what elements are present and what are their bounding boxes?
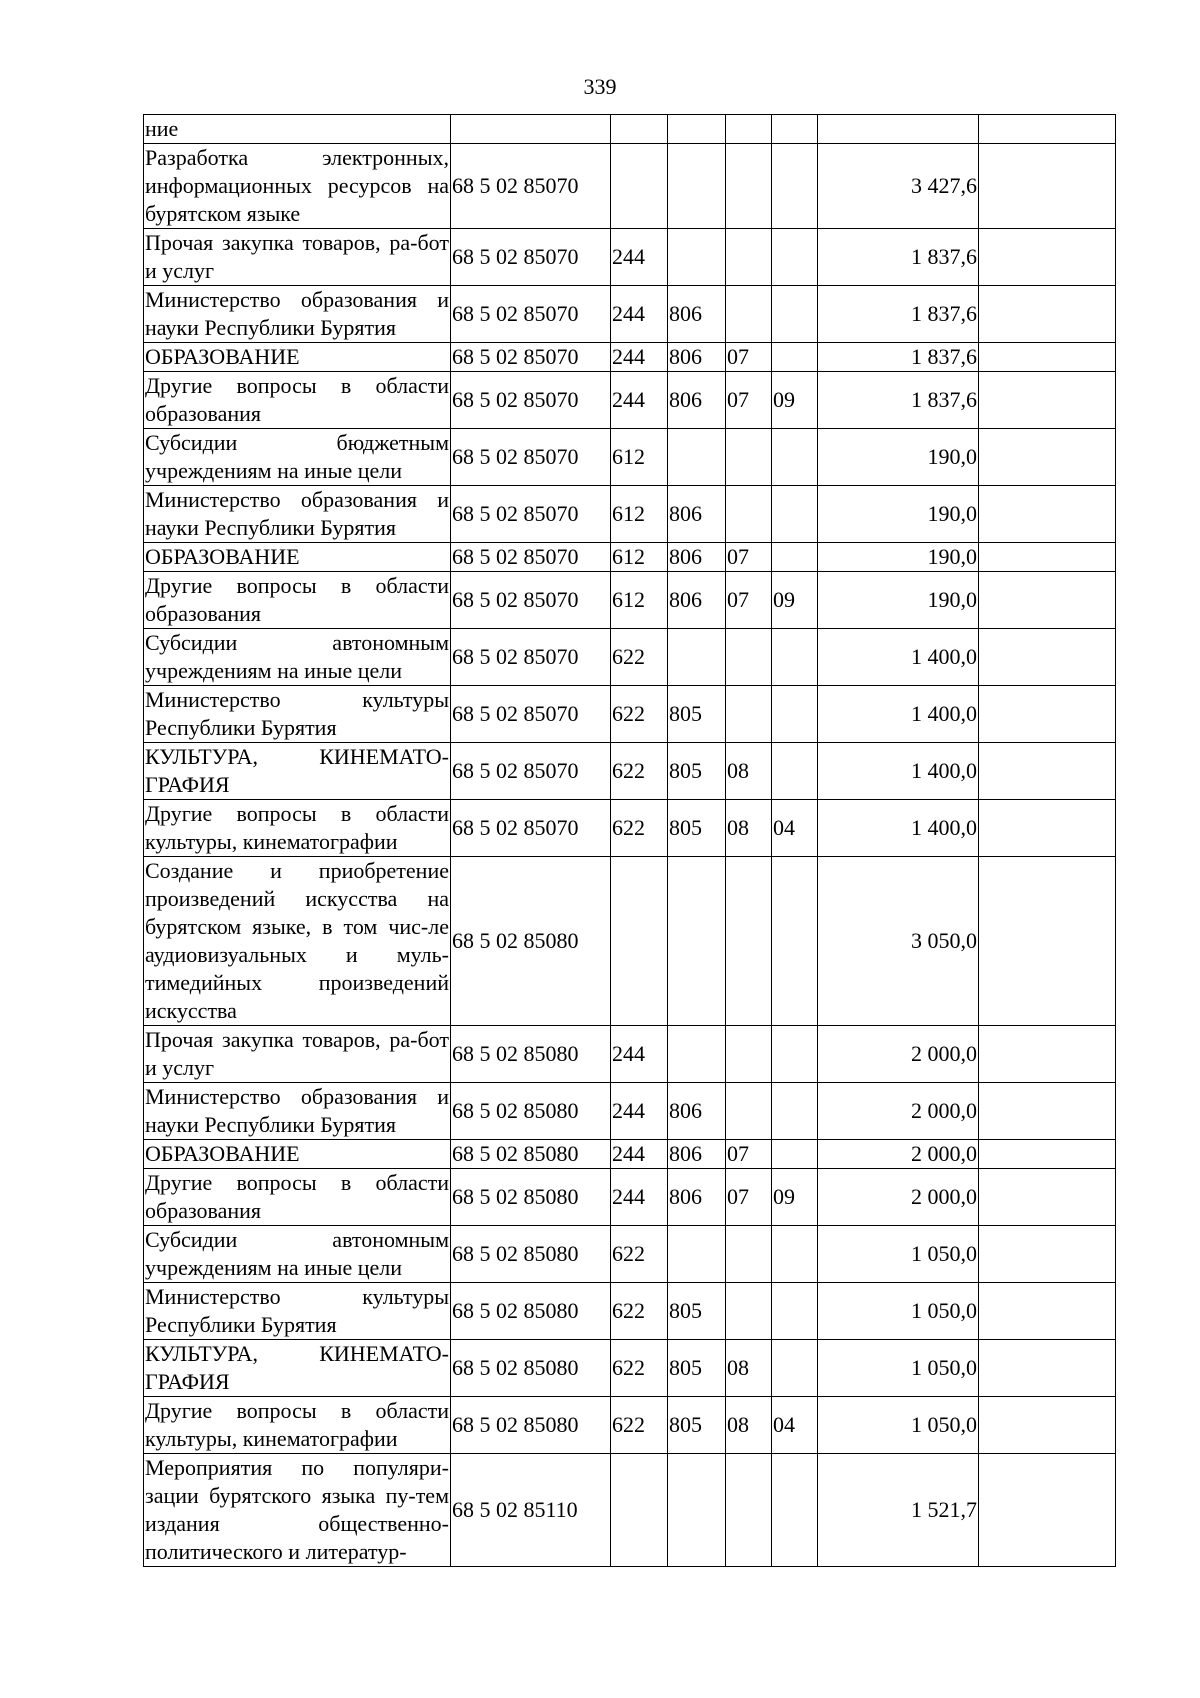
- target-article-cell: 68 5 02 85080: [451, 1169, 611, 1226]
- ministry-code-cell: [668, 115, 726, 144]
- ministry-code-cell: 805: [668, 743, 726, 800]
- section-cell: [726, 286, 772, 343]
- target-article-cell: 68 5 02 85070: [451, 486, 611, 543]
- expense-type-cell: 244: [611, 1026, 668, 1083]
- subsection-cell: [772, 343, 818, 372]
- table-row: [144, 286, 1116, 343]
- target-article-cell: 68 5 02 85070: [451, 229, 611, 286]
- amount-cell: 1 400,0: [818, 629, 979, 686]
- row-name-cell: Другие вопросы в области образования: [144, 572, 451, 629]
- empty-cell: [979, 144, 1116, 229]
- amount-cell: 3 427,6: [818, 144, 979, 229]
- amount-cell: 190,0: [818, 486, 979, 543]
- empty-cell: [979, 1283, 1116, 1340]
- subsection-cell: [772, 543, 818, 572]
- subsection-cell: [772, 115, 818, 144]
- amount-cell: 1 837,6: [818, 229, 979, 286]
- row-name-cell: ОБРАЗОВАНИЕ: [144, 1140, 451, 1169]
- target-article-cell: 68 5 02 85070: [451, 572, 611, 629]
- subsection-cell: [772, 1283, 818, 1340]
- row-name-cell: Прочая закупка товаров, ра-бот и услуг: [144, 229, 451, 286]
- section-cell: [726, 1283, 772, 1340]
- row-name-cell: Мероприятия по популяри-зации бурятского языка пу-тем издания общественно-политического и литератур-: [144, 1454, 451, 1567]
- table-row: [144, 543, 1116, 572]
- expense-type-cell: 622: [611, 686, 668, 743]
- expense-type-cell: 244: [611, 1083, 668, 1140]
- table-row: [144, 144, 1116, 229]
- expense-type-cell: 244: [611, 343, 668, 372]
- subsection-cell: [772, 144, 818, 229]
- ministry-code-cell: 805: [668, 800, 726, 857]
- ministry-code-cell: 806: [668, 486, 726, 543]
- ministry-code-cell: [668, 429, 726, 486]
- amount-cell: 2 000,0: [818, 1026, 979, 1083]
- amount-cell: 1 400,0: [818, 686, 979, 743]
- empty-cell: [979, 743, 1116, 800]
- empty-cell: [979, 1397, 1116, 1454]
- amount-cell: 1 050,0: [818, 1283, 979, 1340]
- ministry-code-cell: [668, 1454, 726, 1567]
- amount-cell: 1 521,7: [818, 1454, 979, 1567]
- amount-cell: 2 000,0: [818, 1083, 979, 1140]
- table-row: [144, 1083, 1116, 1140]
- row-name-cell: Субсидии автономным учреждениям на иные цели: [144, 629, 451, 686]
- expense-type-cell: 244: [611, 286, 668, 343]
- target-article-cell: 68 5 02 85080: [451, 1283, 611, 1340]
- empty-cell: [979, 486, 1116, 543]
- ministry-code-cell: [668, 144, 726, 229]
- subsection-cell: [772, 743, 818, 800]
- table-row: [144, 1340, 1116, 1397]
- row-name-cell: Другие вопросы в области культуры, кинематографии: [144, 800, 451, 857]
- amount-cell: 2 000,0: [818, 1140, 979, 1169]
- table-row: [144, 343, 1116, 372]
- ministry-code-cell: 806: [668, 572, 726, 629]
- table-row: [144, 486, 1116, 543]
- empty-cell: [979, 115, 1116, 144]
- expense-type-cell: 622: [611, 1340, 668, 1397]
- amount-cell: 1 050,0: [818, 1397, 979, 1454]
- amount-cell: 3 050,0: [818, 857, 979, 1026]
- empty-cell: [979, 1140, 1116, 1169]
- target-article-cell: 68 5 02 85070: [451, 372, 611, 429]
- subsection-cell: [772, 857, 818, 1026]
- section-cell: 07: [726, 372, 772, 429]
- page-number: 339: [583, 74, 617, 99]
- empty-cell: [979, 800, 1116, 857]
- expense-type-cell: 622: [611, 800, 668, 857]
- target-article-cell: 68 5 02 85080: [451, 1083, 611, 1140]
- table-row: [144, 1397, 1116, 1454]
- subsection-cell: [772, 1083, 818, 1140]
- table-row: [144, 1169, 1116, 1226]
- subsection-cell: [772, 1026, 818, 1083]
- section-cell: [726, 144, 772, 229]
- empty-cell: [979, 857, 1116, 1026]
- subsection-cell: [772, 629, 818, 686]
- section-cell: 08: [726, 1340, 772, 1397]
- expense-type-cell: 612: [611, 572, 668, 629]
- section-cell: 08: [726, 743, 772, 800]
- ministry-code-cell: 806: [668, 1169, 726, 1226]
- ministry-code-cell: [668, 629, 726, 686]
- expense-type-cell: 622: [611, 743, 668, 800]
- target-article-cell: 68 5 02 85070: [451, 543, 611, 572]
- empty-cell: [979, 1454, 1116, 1567]
- row-name-cell: КУЛЬТУРА, КИНЕМАТО-ГРАФИЯ: [144, 1340, 451, 1397]
- expense-type-cell: 612: [611, 486, 668, 543]
- expense-type-cell: 612: [611, 543, 668, 572]
- empty-cell: [979, 572, 1116, 629]
- row-name-cell: ние: [144, 115, 451, 144]
- table-row: [144, 572, 1116, 629]
- row-name-cell: Разработка электронных, информационных ресурсов на бурятском языке: [144, 144, 451, 229]
- section-cell: 07: [726, 572, 772, 629]
- table-row: [144, 229, 1116, 286]
- subsection-cell: 09: [772, 1169, 818, 1226]
- expense-type-cell: [611, 857, 668, 1026]
- expense-type-cell: [611, 1454, 668, 1567]
- target-article-cell: 68 5 02 85080: [451, 1340, 611, 1397]
- target-article-cell: 68 5 02 85080: [451, 1397, 611, 1454]
- section-cell: [726, 115, 772, 144]
- target-article-cell: 68 5 02 85070: [451, 144, 611, 229]
- subsection-cell: 09: [772, 372, 818, 429]
- row-name-cell: Субсидии автономным учреждениям на иные цели: [144, 1226, 451, 1283]
- subsection-cell: [772, 229, 818, 286]
- expense-type-cell: 622: [611, 1226, 668, 1283]
- ministry-code-cell: 806: [668, 372, 726, 429]
- amount-cell: 1 400,0: [818, 800, 979, 857]
- table-row: [144, 1226, 1116, 1283]
- ministry-code-cell: [668, 857, 726, 1026]
- section-cell: [726, 1226, 772, 1283]
- target-article-cell: 68 5 02 85070: [451, 286, 611, 343]
- subsection-cell: [772, 1454, 818, 1567]
- subsection-cell: [772, 1140, 818, 1169]
- empty-cell: [979, 629, 1116, 686]
- row-name-cell: Министерство образования и науки Республики Бурятия: [144, 286, 451, 343]
- subsection-cell: 04: [772, 800, 818, 857]
- row-name-cell: Создание и приобретение произведений искусства на бурятском языке, в том чис-ле аудиовизуальных и муль-тимедийных произведений искусства: [144, 857, 451, 1026]
- row-name-cell: Министерство культуры Республики Бурятия: [144, 686, 451, 743]
- section-cell: [726, 229, 772, 286]
- ministry-code-cell: 805: [668, 1340, 726, 1397]
- target-article-cell: 68 5 02 85080: [451, 857, 611, 1026]
- row-name-cell: Министерство культуры Республики Бурятия: [144, 1283, 451, 1340]
- target-article-cell: 68 5 02 85070: [451, 686, 611, 743]
- ministry-code-cell: [668, 229, 726, 286]
- ministry-code-cell: 806: [668, 1083, 726, 1140]
- table-row: [144, 1454, 1116, 1567]
- target-article-cell: 68 5 02 85080: [451, 1226, 611, 1283]
- table-row: [144, 800, 1116, 857]
- amount-cell: 1 050,0: [818, 1340, 979, 1397]
- ministry-code-cell: [668, 1226, 726, 1283]
- ministry-code-cell: 805: [668, 686, 726, 743]
- ministry-code-cell: 806: [668, 543, 726, 572]
- section-cell: [726, 429, 772, 486]
- row-name-cell: ОБРАЗОВАНИЕ: [144, 543, 451, 572]
- row-name-cell: Другие вопросы в области культуры, кинематографии: [144, 1397, 451, 1454]
- ministry-code-cell: 806: [668, 1140, 726, 1169]
- expense-type-cell: 622: [611, 1283, 668, 1340]
- subsection-cell: 04: [772, 1397, 818, 1454]
- row-name-cell: Прочая закупка товаров, ра-бот и услуг: [144, 1026, 451, 1083]
- target-article-cell: 68 5 02 85080: [451, 1026, 611, 1083]
- expense-type-cell: [611, 115, 668, 144]
- expense-type-cell: 612: [611, 429, 668, 486]
- section-cell: 07: [726, 543, 772, 572]
- empty-cell: [979, 1026, 1116, 1083]
- expense-type-cell: 244: [611, 372, 668, 429]
- section-cell: 07: [726, 343, 772, 372]
- section-cell: [726, 486, 772, 543]
- target-article-cell: 68 5 02 85110: [451, 1454, 611, 1567]
- expense-type-cell: 244: [611, 1140, 668, 1169]
- row-name-cell: Субсидии бюджетным учреждениям на иные цели: [144, 429, 451, 486]
- table-row: [144, 857, 1116, 1026]
- section-cell: [726, 857, 772, 1026]
- subsection-cell: [772, 686, 818, 743]
- section-cell: 08: [726, 800, 772, 857]
- row-name-cell: КУЛЬТУРА, КИНЕМАТО-ГРАФИЯ: [144, 743, 451, 800]
- subsection-cell: [772, 1226, 818, 1283]
- section-cell: [726, 1454, 772, 1567]
- section-cell: [726, 1083, 772, 1140]
- section-cell: [726, 1026, 772, 1083]
- ministry-code-cell: 806: [668, 286, 726, 343]
- table-row: [144, 629, 1116, 686]
- row-name-cell: ОБРАЗОВАНИЕ: [144, 343, 451, 372]
- ministry-code-cell: 805: [668, 1397, 726, 1454]
- ministry-code-cell: 806: [668, 343, 726, 372]
- empty-cell: [979, 372, 1116, 429]
- amount-cell: 190,0: [818, 572, 979, 629]
- subsection-cell: [772, 486, 818, 543]
- row-name-cell: Другие вопросы в области образования: [144, 372, 451, 429]
- table-row: [144, 1283, 1116, 1340]
- expense-type-cell: 244: [611, 229, 668, 286]
- amount-cell: 1 837,6: [818, 372, 979, 429]
- section-cell: 07: [726, 1140, 772, 1169]
- table-row: [144, 429, 1116, 486]
- target-article-cell: 68 5 02 85070: [451, 429, 611, 486]
- empty-cell: [979, 286, 1116, 343]
- subsection-cell: 09: [772, 572, 818, 629]
- section-cell: 08: [726, 1397, 772, 1454]
- section-cell: [726, 629, 772, 686]
- amount-cell: 1 400,0: [818, 743, 979, 800]
- section-cell: 07: [726, 1169, 772, 1226]
- subsection-cell: [772, 1340, 818, 1397]
- empty-cell: [979, 429, 1116, 486]
- expense-type-cell: 622: [611, 629, 668, 686]
- row-name-cell: Министерство образования и науки Республики Бурятия: [144, 486, 451, 543]
- subsection-cell: [772, 286, 818, 343]
- section-cell: [726, 686, 772, 743]
- target-article-cell: 68 5 02 85070: [451, 743, 611, 800]
- amount-cell: 190,0: [818, 543, 979, 572]
- target-article-cell: 68 5 02 85080: [451, 1140, 611, 1169]
- empty-cell: [979, 1169, 1116, 1226]
- empty-cell: [979, 343, 1116, 372]
- table-row: [144, 115, 1116, 144]
- table-body: [144, 115, 1116, 1567]
- empty-cell: [979, 686, 1116, 743]
- amount-cell: 190,0: [818, 429, 979, 486]
- expense-type-cell: [611, 144, 668, 229]
- target-article-cell: [451, 115, 611, 144]
- amount-cell: 1 837,6: [818, 286, 979, 343]
- empty-cell: [979, 543, 1116, 572]
- target-article-cell: 68 5 02 85070: [451, 629, 611, 686]
- table-row: [144, 372, 1116, 429]
- amount-cell: 1 837,6: [818, 343, 979, 372]
- ministry-code-cell: 805: [668, 1283, 726, 1340]
- amount-cell: [818, 115, 979, 144]
- empty-cell: [979, 1340, 1116, 1397]
- amount-cell: 2 000,0: [818, 1169, 979, 1226]
- row-name-cell: Министерство образования и науки Республики Бурятия: [144, 1083, 451, 1140]
- target-article-cell: 68 5 02 85070: [451, 343, 611, 372]
- budget-table: [143, 114, 1116, 1567]
- row-name-cell: Другие вопросы в области образования: [144, 1169, 451, 1226]
- subsection-cell: [772, 429, 818, 486]
- expense-type-cell: 622: [611, 1397, 668, 1454]
- table-row: [144, 686, 1116, 743]
- amount-cell: 1 050,0: [818, 1226, 979, 1283]
- expense-type-cell: 244: [611, 1169, 668, 1226]
- target-article-cell: 68 5 02 85070: [451, 800, 611, 857]
- table-row: [144, 1026, 1116, 1083]
- table-row: [144, 1140, 1116, 1169]
- empty-cell: [979, 229, 1116, 286]
- empty-cell: [979, 1083, 1116, 1140]
- ministry-code-cell: [668, 1026, 726, 1083]
- table-row: [144, 743, 1116, 800]
- empty-cell: [979, 1226, 1116, 1283]
